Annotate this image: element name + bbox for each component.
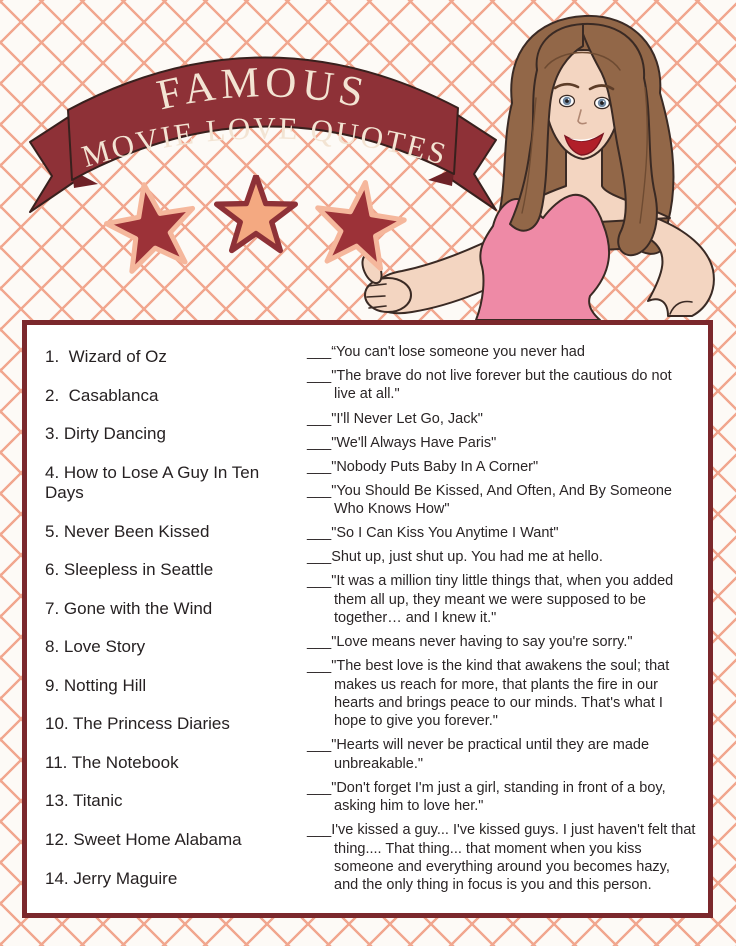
quote-item: ___"We'll Always Have Paris" [307,434,497,451]
movie-item: 13. Titanic [45,791,123,811]
movie-item: 4. How to Lose A Guy In Ten Days [45,462,264,503]
quote-item: ___"The best love is the kind that awakens the soul; that makes us reach for more, that plants the fire in our hearts and brings peace to our minds. That's what I hope to give you forever." [307,658,674,730]
movie-item: 11. The Notebook [45,752,179,772]
movie-item: 6. Sleepless in Seattle [45,560,214,580]
quote-item: ___"So I Can Kiss You Anytime I Want" [307,525,559,542]
quote-item: ___Shut up, just shut up. You had me at hello. [307,549,603,566]
movie-item: 1. Wizard of Oz [45,347,167,366]
stars-decoration [95,175,425,290]
quote-item: ___"It was a million tiny little things that, when you added them all up, they meant we were supposed to be together… and I knew it." [307,573,678,626]
movie-item: 2. Casablanca [45,385,159,405]
matching-list-panel [22,320,713,918]
maroon-star-icon [311,176,409,271]
movie-item: 7. Gone with the Wind [45,598,213,618]
movie-item: 14. Jerry Maguire [45,868,178,888]
movie-titles-column [45,339,295,899]
quote-item: ___"You Should Be Kissed, And Often, And By Someone Who Knows How" [307,482,676,518]
banner-title-line1: FAMOUS [152,58,373,120]
movie-item: 10. The Princess Diaries [45,714,230,734]
movie-item: 9. Notting Hill [45,675,147,695]
quote-item: ___“You can't lose someone you never had [307,344,585,360]
maroon-star-icon [101,177,202,274]
peach-star-icon [217,176,296,251]
quote-item: ___"Hearts will never be practical until they are made unbreakable." [307,737,654,772]
movie-item: 12. Sweet Home Alabama [45,829,242,849]
quote-item: ___I've kissed a guy... I've kissed guys. I just haven't felt that thing.... That thing... that moment when you kiss someone and everything around you becomes hazy, and the only thing in focus is you and this person. [307,822,700,894]
quote-item: ___"Don't forget I'm just a girl, standing in front of a boy, asking him to love her." [307,779,670,815]
movie-item: 5. Never Been Kissed [45,521,210,541]
quote-item: ___"The brave do not live forever but the cautious do not live at all." [307,368,676,403]
movie-item: 3. Dirty Dancing [45,424,166,444]
quote-item: ___"Nobody Puts Baby In A Corner" [307,458,539,475]
quote-item: ___"I'll Never Let Go, Jack" [307,410,483,427]
banner-title-line2: MOVIE LOVE QUOTES [77,110,453,175]
movie-item: 8. Love Story [45,637,146,657]
quotes-column [295,339,700,899]
quote-item: ___"Love means never having to say you're sorry." [307,634,633,651]
